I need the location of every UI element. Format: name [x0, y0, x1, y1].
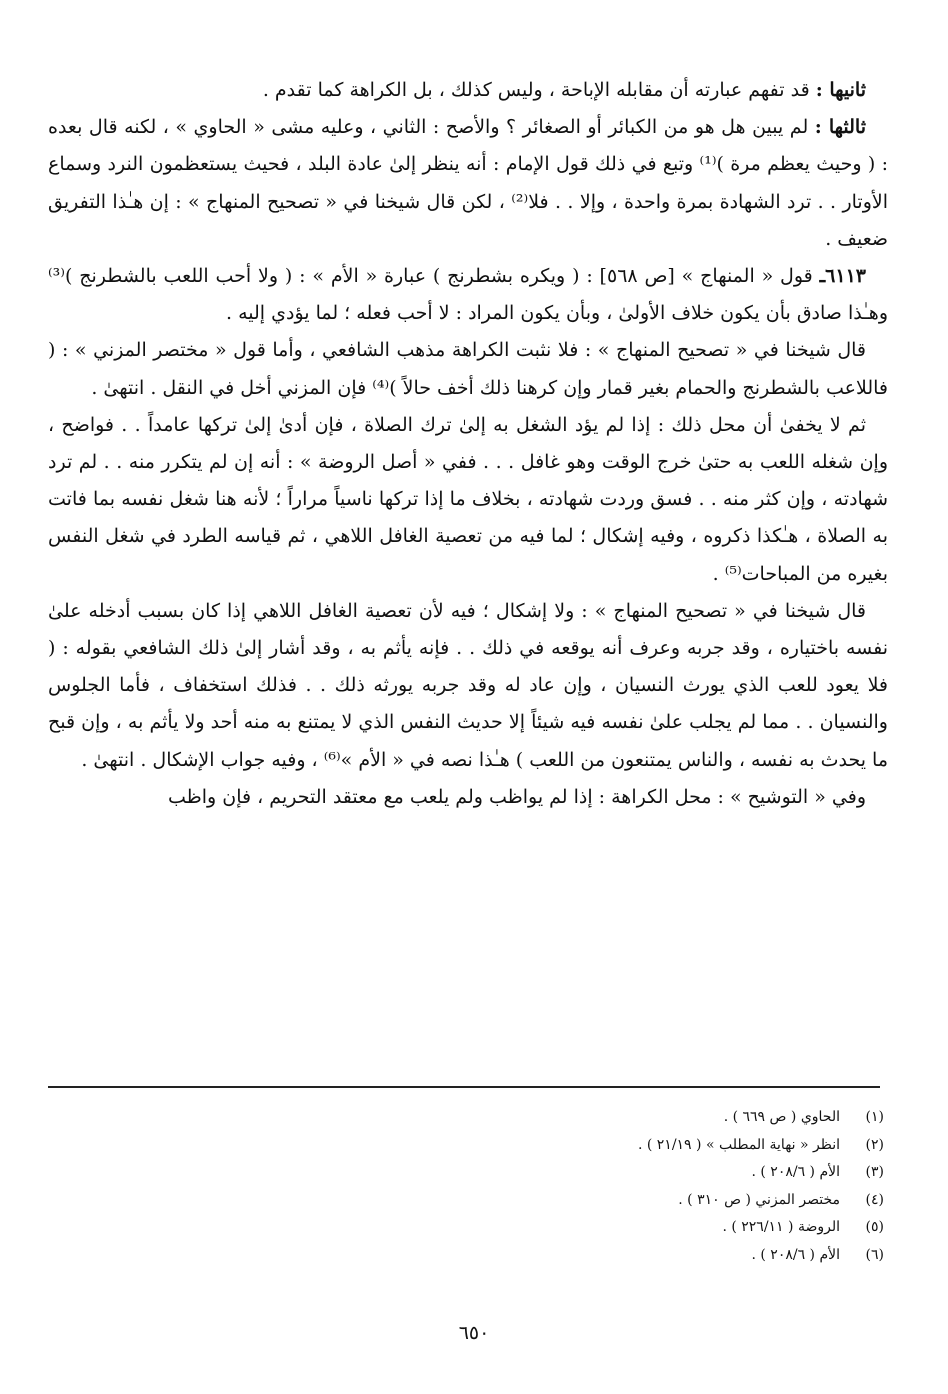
paragraph-secondly [48, 72, 888, 109]
paragraph-prayer [48, 407, 888, 593]
footnote-item [244, 1187, 884, 1215]
paragraph-text: قد تفهم عبارته أن مقابله الإباحة ، وليس كذلك ، بل الكراهة كما تقدم . [262, 79, 816, 101]
paragraph-6113 [48, 258, 888, 332]
footnote-item [244, 1159, 884, 1187]
footnote-text: الروضة ( ٢٢٦/١١ ) . [722, 1219, 840, 1235]
footnote-item [244, 1214, 884, 1242]
paragraph-text: وفي « التوشيح » : محل الكراهة : إذا لم يواظب ولم يلعب مع معتقد التحريم ، فإن واظب [168, 785, 866, 808]
paragraph-number: ٦١١٣ـ [819, 265, 866, 288]
footnote-text: انظر « نهاية المطلب » ( ٢١/١٩ ) . [637, 1136, 840, 1153]
main-text [48, 72, 888, 816]
footnote-text: الأم ( ٢٠٨/٦ ) . [751, 1164, 840, 1180]
footnotes [244, 1104, 884, 1269]
footnote-number: (٦) [865, 1246, 884, 1263]
footnote-number: (٢) [865, 1136, 884, 1153]
paragraph-text: قال شيخنا في « تصحيح المنهاج » : ولا إشكال ؛ فيه لأن تعصية الغافل اللاهي إذا كان بسبب أدخله علىٰ نفسه باختياره ، وقد جربه وعرف أنه يوقعه في ذلك . . فإنه يأثم به ، وقد أشار إلىٰ ذلك الشافعي بقوله : ( فلا يعود للعب الذي يورث النسيان ، وإن عاد له وقد جربه يورثه ذلك . . فذلك استخفاف ، فأما الجلوس والنسيان . . مما لم يجلب علىٰ نفسه فيه شيئاً إلا حديث النفس الذي لا يمتنع به منه أحد ولا يأثم به ، وإن قبح ما يحدث به نفسه ، والناس يمتنعون من اللعب ) هـٰذا نصه في « الأم »⁽⁶⁾ ، وفيه جواب الإشكال . انتهىٰ . [48, 599, 888, 771]
paragraph-text: ثم لا يخفىٰ أن محل ذلك : إذا لم يؤد الشغل به إلىٰ ترك الصلاة ، فإن أدىٰ إلىٰ تركها عامداً . . فواضح ، وإن شغله اللعب به حتىٰ خرج الوقت وهو غافل . . . ففي « أصل الروضة » : أنه إن لم يتكرر منه . . لم ترد شهادته ، وإن كثر منه . . فسق وردت شهادته ، بخلاف ما إذا تركها ناسياً مراراً ؛ لأنه هنا شغل نفسه بما فاتت به الصلاة ، هـٰكذا ذكروه ، وفيه إشكال ؛ لما فيه من تعصية الغافل اللاهي ، ثم قياسه الطرد في شغل النفس بغيره من المباحات⁽⁵⁾ . [48, 413, 888, 585]
paragraph-label: ثانيها : [815, 79, 866, 101]
footnote-divider [48, 1086, 880, 1088]
footnote-number: (٥) [865, 1219, 884, 1235]
paragraph-text: قال شيخنا في « تصحيح المنهاج » : فلا نثبت الكراهة مذهب الشافعي ، وأما قول « مختصر المزني » : ( فاللاعب بالشطرنج والحمام بغير قمار وإن كرهنا ذلك أخف حالاً )⁽⁴⁾ فإن المزني أخل في النقل . انتهىٰ . [48, 339, 888, 399]
footnote-text: الأم ( ٢٠٨/٦ ) . [751, 1246, 840, 1263]
footnote-number: (١) [865, 1109, 884, 1125]
paragraph-text: قول « المنهاج » [ص ٥٦٨] : ( ويكره بشطرنج ) عبارة « الأم » : ( ولا أحب اللعب بالشطرنج )⁽³⁾ وهـٰذا صادق بأن يكون خلاف الأولىٰ ، وبأن يكون المراد : لا أحب فعله ؛ لما يؤدي إليه . [48, 265, 888, 325]
footnote-item [244, 1242, 884, 1270]
paragraph-shaykh-1 [48, 332, 888, 406]
paragraph-text: لم يبين هل هو من الكبائر أو الصغائر ؟ والأصح : الثاني ، وعليه مشى « الحاوي » ، لكنه قال بعده : ( وحيث يعظم مرة )⁽¹⁾ وتبع في ذلك قول الإمام : أنه ينظر إلىٰ عادة البلد ، فحيث يستعظمون النرد وسماع الأوتار . . ترد الشهادة بمرة واحدة ، وإلا . . فلا⁽²⁾ ، لكن قال شيخنا في « تصحيح المنهاج » : إن هـٰذا التفريق ضعيف . [48, 116, 889, 250]
paragraph-thirdly [48, 109, 888, 258]
footnote-item [244, 1104, 884, 1132]
footnote-text: الحاوي ( ص ٦٦٩ ) . [723, 1109, 840, 1125]
paragraph-tawshih [48, 779, 888, 816]
page-number: ٦٥٠ [458, 1322, 490, 1344]
paragraph-label: ثالثها : [814, 116, 866, 139]
footnote-item [244, 1132, 884, 1160]
footnote-text: مختصر المزني ( ص ٣١٠ ) . [678, 1191, 840, 1208]
paragraph-shaykh-2 [48, 593, 888, 779]
footnote-number: (٣) [865, 1164, 884, 1180]
footnote-number: (٤) [865, 1191, 884, 1208]
